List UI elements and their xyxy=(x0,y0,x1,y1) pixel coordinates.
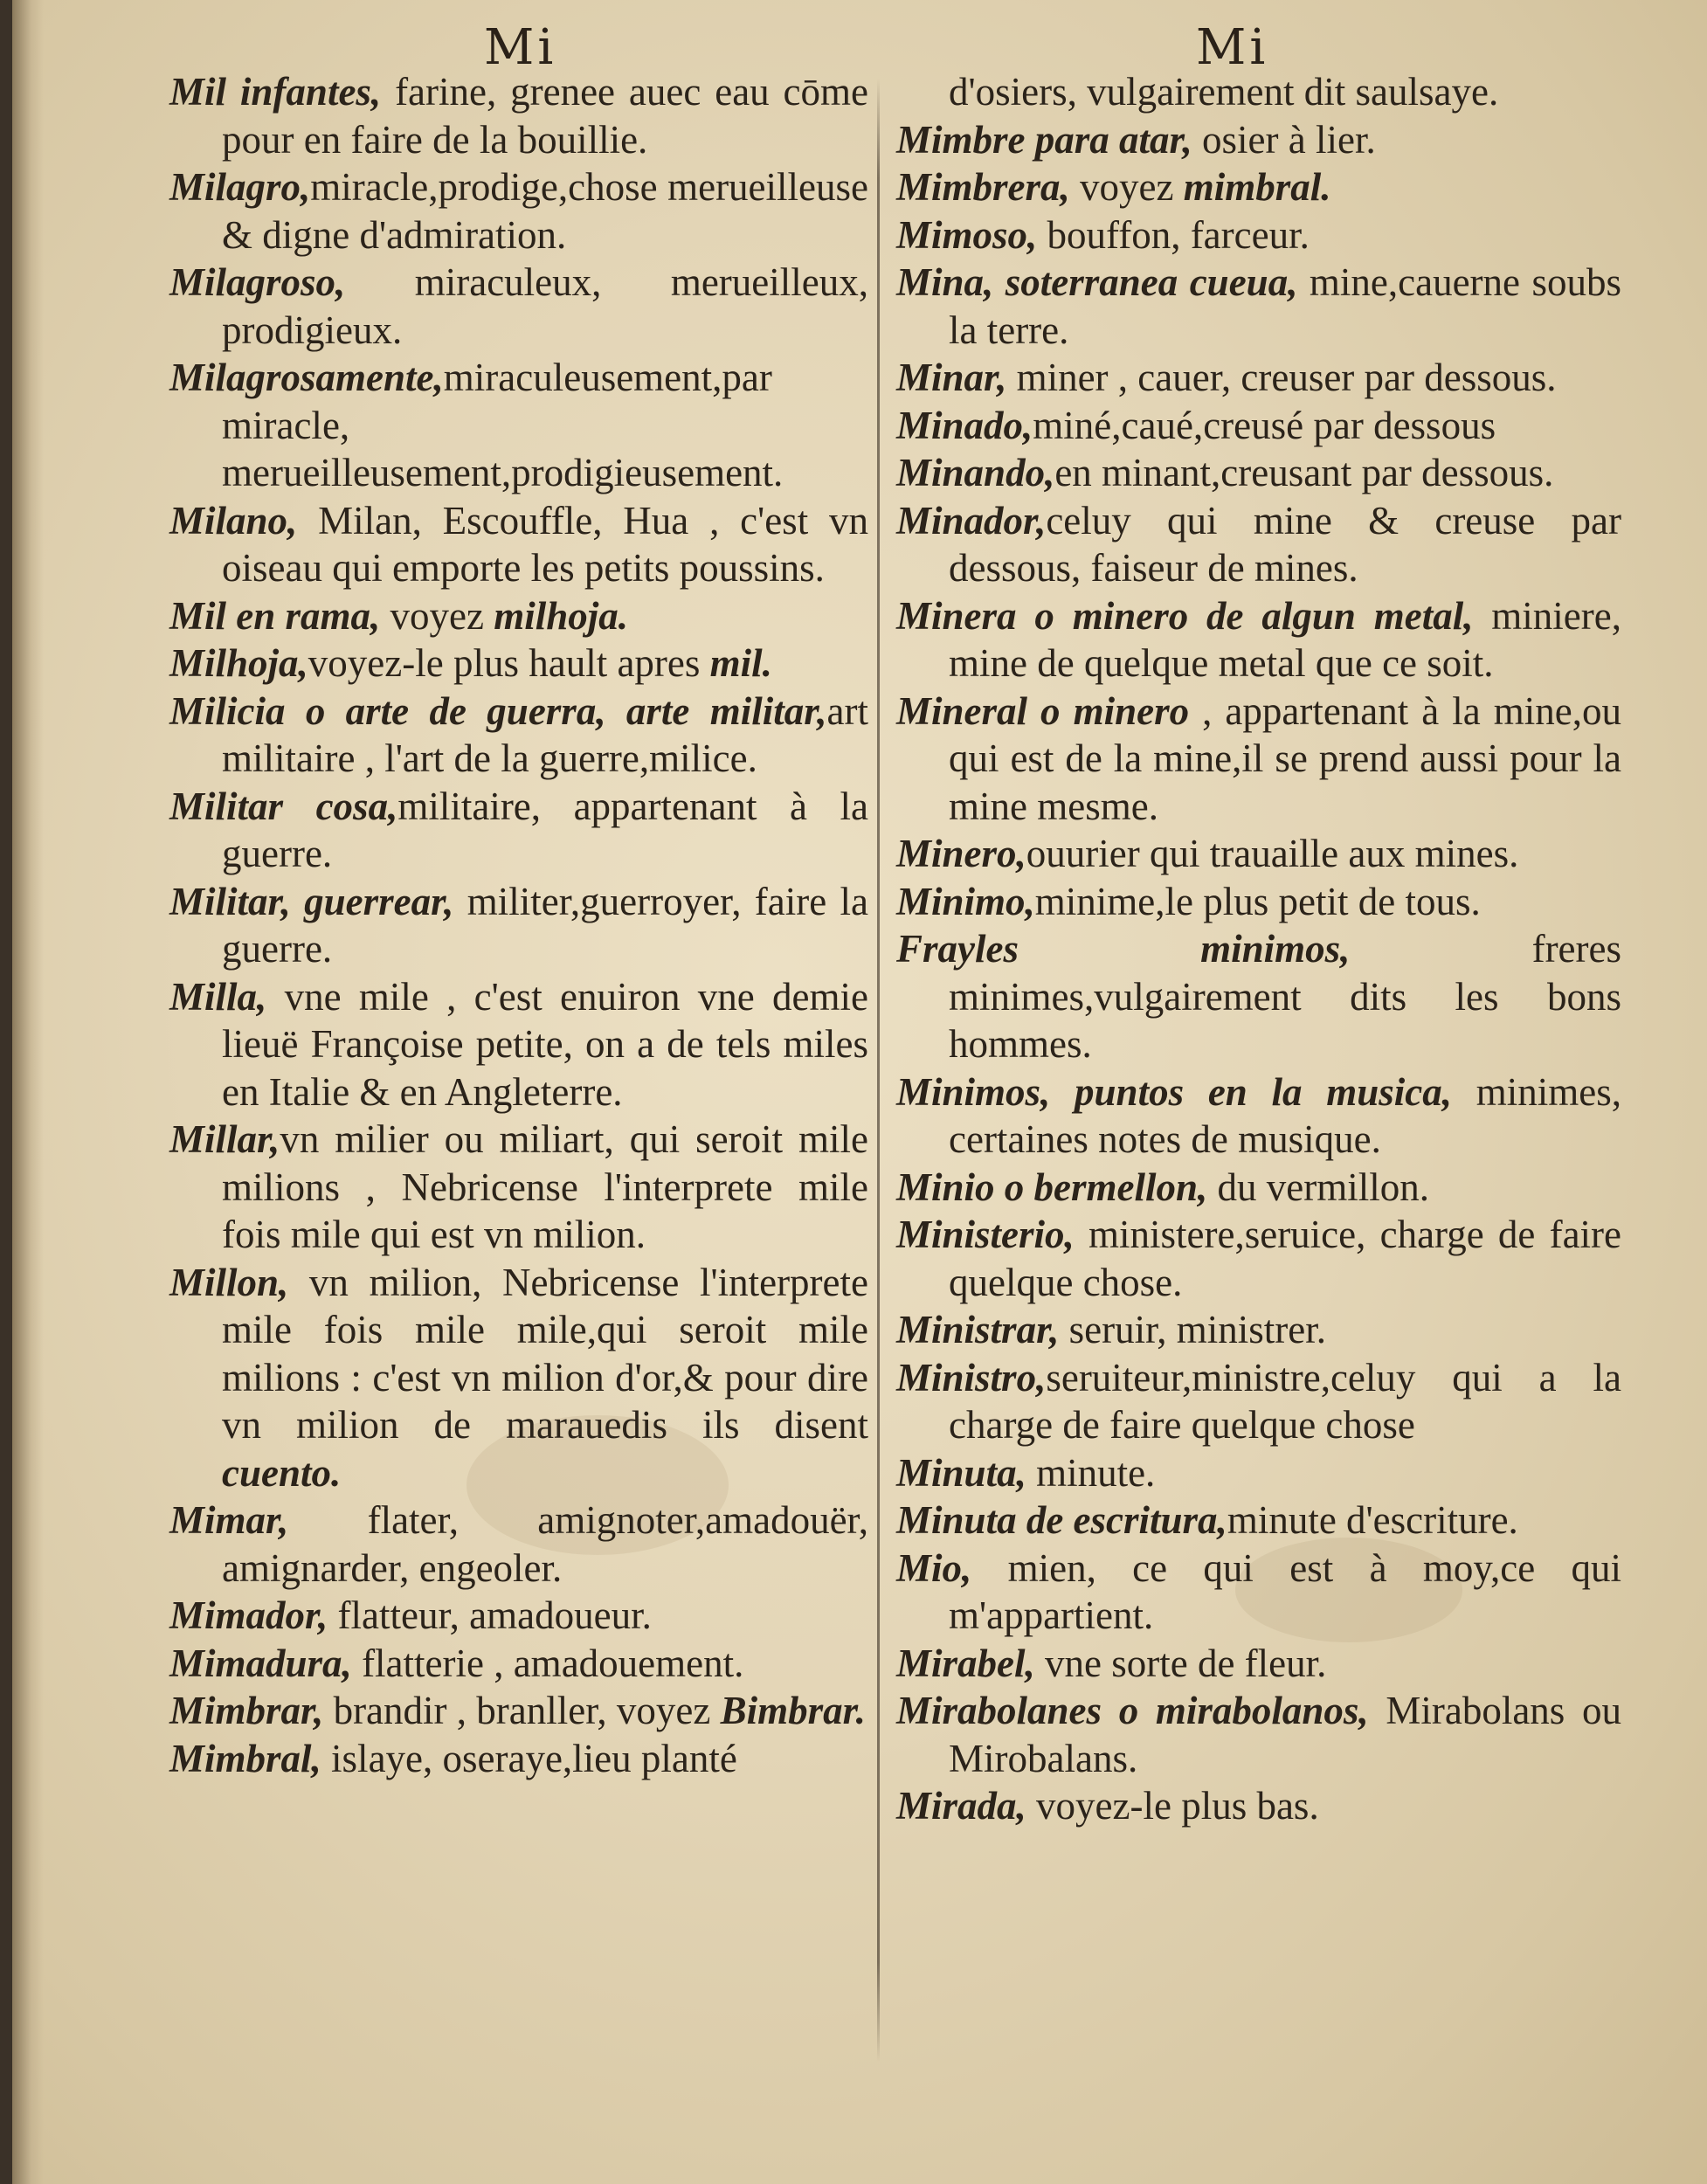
dictionary-entry xyxy=(169,1592,868,1640)
entry-definition: flatterie , amadouement. xyxy=(351,1641,744,1685)
dictionary-entry xyxy=(169,1116,868,1259)
entry-headword: Mimadura, xyxy=(169,1641,352,1685)
entry-headword: Milagroso, xyxy=(169,260,346,304)
dictionary-entry xyxy=(169,259,868,354)
entry-headword: Milicia o arte de guerra, arte militar, xyxy=(169,688,827,733)
dictionary-entry xyxy=(896,830,1621,878)
dictionary-entry xyxy=(896,1545,1621,1640)
entry-headword: Minera o minero de algun metal, xyxy=(896,593,1474,638)
left-column xyxy=(169,68,868,1782)
entry-headword: Mineral o minero xyxy=(896,688,1190,733)
entry-headword: Mil en rama, xyxy=(169,593,381,638)
entry-definition: farine, grenee auec eau cōme pour en faire de la bouillie. xyxy=(222,70,869,162)
entry-headword: Minio o bermellon, xyxy=(896,1165,1208,1209)
entry-definition: minime,le plus petit de tous. xyxy=(1034,879,1481,923)
entry-headword: Minar, xyxy=(896,356,1007,399)
entry-headword: Minimos, puntos en la musica, xyxy=(896,1069,1453,1114)
dictionary-entry xyxy=(896,402,1621,450)
entry-cross-reference: milhoja. xyxy=(494,593,629,638)
entry-headword: Militar cosa, xyxy=(169,784,398,828)
entry-headword: Mimbre para atar, xyxy=(896,117,1192,162)
dictionary-entry xyxy=(896,1211,1621,1306)
running-header-left: Mi xyxy=(484,19,557,76)
entry-definition: mien, ce qui est à moy,ce qui m'appartient. xyxy=(949,1545,1621,1637)
entry-headword: Militar, guerrear, xyxy=(169,879,454,923)
dictionary-entry xyxy=(169,1496,868,1592)
entry-definition: flater, amignoter,amadouër, amignarder, engeoler. xyxy=(222,1498,868,1590)
entry-headword: Mimbral, xyxy=(169,1736,321,1780)
entry-cross-reference: mimbral. xyxy=(1183,165,1331,209)
entry-headword: Ministerio, xyxy=(896,1213,1075,1256)
entry-definition: voyez-le plus bas. xyxy=(1026,1784,1319,1828)
entry-cross-reference: mil. xyxy=(709,641,772,685)
dictionary-entry xyxy=(896,1164,1621,1212)
entry-headword: Frayles minimos, xyxy=(896,927,1351,971)
entry-definition: bouffon, farceur. xyxy=(1037,212,1310,257)
entry-headword: Millon, xyxy=(169,1260,289,1304)
right-column xyxy=(896,68,1621,1830)
entry-definition: Milan, Escouffle, Hua , c'est vn oiseau qui emporte les petits poussins. xyxy=(222,498,868,590)
dictionary-entry xyxy=(896,497,1621,592)
entry-definition: vn milier ou miliart, qui seroit mile milions , Nebricense l'interprete mile fois mile qui est vn milion. xyxy=(222,1117,868,1256)
entry-headword: Mimar, xyxy=(169,1498,289,1542)
entry-headword: Milano, xyxy=(169,498,298,543)
dictionary-entry xyxy=(169,354,868,497)
dictionary-entry xyxy=(169,688,868,783)
entry-definition: seruiteur,ministre,celuy qui a la charge de faire quelque chose xyxy=(949,1355,1621,1447)
entry-definition: celuy qui mine & creuse par dessous, faiseur de mines. xyxy=(949,498,1621,590)
entry-headword: Milhoja, xyxy=(169,641,308,685)
dictionary-entry xyxy=(169,1640,868,1688)
entry-definition: miner , cauer, creuser par dessous. xyxy=(1006,356,1557,399)
entry-definition: miracle,prodige,chose merueilleuse & digne d'admiration. xyxy=(222,165,868,257)
dictionary-entry xyxy=(896,354,1621,402)
entry-definition: militer,guerroyer, faire la guerre. xyxy=(222,879,868,971)
entry-headword: Minador, xyxy=(896,498,1047,543)
dictionary-entry xyxy=(169,1259,868,1497)
dictionary-entry xyxy=(896,211,1621,259)
dictionary-entry xyxy=(896,688,1621,831)
dictionary-entry xyxy=(896,1354,1621,1449)
entry-definition: minimes, certaines notes de musique. xyxy=(949,1069,1621,1161)
entry-definition: miraculeusement,par miracle, merueilleusement,prodigieusement. xyxy=(222,356,784,494)
entry-definition: , appartenant à la mine,ou qui est de la mine,il se prend aussi pour la mine mesme. xyxy=(949,688,1622,828)
entry-headword: Mil infantes, xyxy=(169,70,382,114)
dictionary-entry xyxy=(896,925,1621,1068)
entry-definition: voyez xyxy=(1069,165,1184,209)
dictionary-entry xyxy=(169,68,868,163)
entry-headword: Minero, xyxy=(896,832,1026,875)
dictionary-entry xyxy=(169,1735,868,1783)
dictionary-entry xyxy=(896,1496,1621,1545)
dictionary-entry xyxy=(169,1687,868,1735)
entry-headword: Mirabel, xyxy=(896,1641,1035,1685)
entry-headword: Minuta de escritura, xyxy=(896,1498,1227,1542)
continued-entry: d'osiers, vulgairement dit saulsaye. xyxy=(949,70,1499,114)
dictionary-entry xyxy=(896,592,1621,688)
entry-definition: brandir , branller, voyez xyxy=(323,1689,721,1732)
dictionary-page xyxy=(12,0,1707,2184)
dictionary-entry xyxy=(169,592,868,640)
entry-definition: Mirabolans ou Mirobalans. xyxy=(949,1689,1621,1780)
entry-headword: Milagro, xyxy=(169,165,311,209)
dictionary-entry xyxy=(896,449,1621,497)
dictionary-entry xyxy=(169,783,868,878)
dictionary-entry xyxy=(896,1687,1621,1782)
entry-headword: Mina, soterranea cueua, xyxy=(896,260,1298,304)
entry-cross-reference: Bimbrar. xyxy=(720,1689,866,1732)
page-gutter-shadow xyxy=(12,0,44,2184)
entry-headword: Mirada, xyxy=(896,1784,1026,1828)
dictionary-entry xyxy=(896,1306,1621,1354)
entry-definition: minute d'escriture. xyxy=(1227,1498,1518,1542)
entry-definition: minute. xyxy=(1026,1450,1156,1495)
entry-definition: ministere,seruice, charge de faire quelque chose. xyxy=(949,1213,1621,1304)
entry-headword: Milla, xyxy=(169,974,267,1019)
entry-definition: vne sorte de fleur. xyxy=(1034,1641,1327,1685)
entry-definition: voyez xyxy=(380,593,494,638)
dictionary-entry xyxy=(169,878,868,973)
entry-headword: Mimoso, xyxy=(896,212,1038,257)
entry-headword: Mirabolanes o mirabolanos, xyxy=(896,1689,1369,1732)
entry-definition: en minant,creusant par dessous. xyxy=(1054,451,1554,494)
entry-definition: islaye, oseraye,lieu planté xyxy=(321,1736,737,1780)
dictionary-entry xyxy=(896,1449,1621,1497)
entry-cross-reference: cuento. xyxy=(222,1450,342,1495)
dictionary-entry xyxy=(896,1640,1621,1688)
dictionary-entry xyxy=(896,116,1621,164)
column-divider xyxy=(877,79,880,2062)
entry-headword: Minado, xyxy=(896,403,1033,447)
entry-headword: Mimbrera, xyxy=(896,165,1070,209)
entry-headword: Milagrosamente, xyxy=(169,356,444,399)
entry-definition: ouurier qui trauaille aux mines. xyxy=(1026,832,1519,875)
dictionary-entry xyxy=(169,497,868,592)
entry-definition: seruir, ministrer. xyxy=(1059,1308,1326,1351)
entry-headword: Ministrar, xyxy=(896,1308,1060,1351)
dictionary-entry xyxy=(896,878,1621,926)
dictionary-entry xyxy=(896,259,1621,354)
entry-headword: Minimo, xyxy=(896,879,1035,923)
entry-definition: militaire, appartenant à la guerre. xyxy=(222,784,868,875)
entry-headword: Mimbrar, xyxy=(169,1689,324,1732)
dictionary-entry xyxy=(896,1782,1621,1830)
entry-definition: voyez-le plus hault apres xyxy=(308,641,710,685)
entry-headword: Mimador, xyxy=(169,1593,328,1637)
entry-definition: du vermillon. xyxy=(1207,1165,1430,1209)
entry-definition: freres minimes,vulgairement dits les bons hommes. xyxy=(949,927,1621,1066)
entry-headword: Mio, xyxy=(896,1545,972,1590)
entry-definition: miné,caué,creusé par dessous xyxy=(1033,403,1496,447)
dictionary-entry xyxy=(896,1068,1621,1164)
entry-definition: flatteur, amadoueur. xyxy=(328,1593,652,1637)
entry-definition: mine,cauerne soubs la terre. xyxy=(949,260,1621,352)
entry-definition: miniere, mine de quelque metal que ce soit. xyxy=(949,593,1621,685)
dictionary-entry xyxy=(169,973,868,1116)
entry-headword: Minando, xyxy=(896,451,1055,494)
entry-definition: vne mile , c'est enuiron vne demie lieuë Françoise petite, on a de tels miles en Italie & en Angleterre. xyxy=(222,974,868,1114)
entry-headword: Ministro, xyxy=(896,1355,1047,1400)
entry-definition: osier à lier. xyxy=(1192,117,1376,162)
dictionary-entry xyxy=(896,163,1621,211)
dictionary-entry xyxy=(169,639,868,688)
running-header-right: Mi xyxy=(1196,19,1269,76)
entry-definition: vn milion, Nebricense l'interprete mile fois mile mile,qui seroit mile milions : c'est vn milion d'or,& pour dire vn milion de marauedis ils disent xyxy=(222,1260,868,1447)
entry-definition: art militaire , l'art de la guerre,milice. xyxy=(222,688,868,780)
entry-headword: Millar, xyxy=(169,1117,280,1161)
entry-definition: miraculeux, merueilleux, prodigieux. xyxy=(222,260,868,352)
entry-headword: Minuta, xyxy=(896,1450,1026,1495)
dictionary-entry xyxy=(169,163,868,259)
